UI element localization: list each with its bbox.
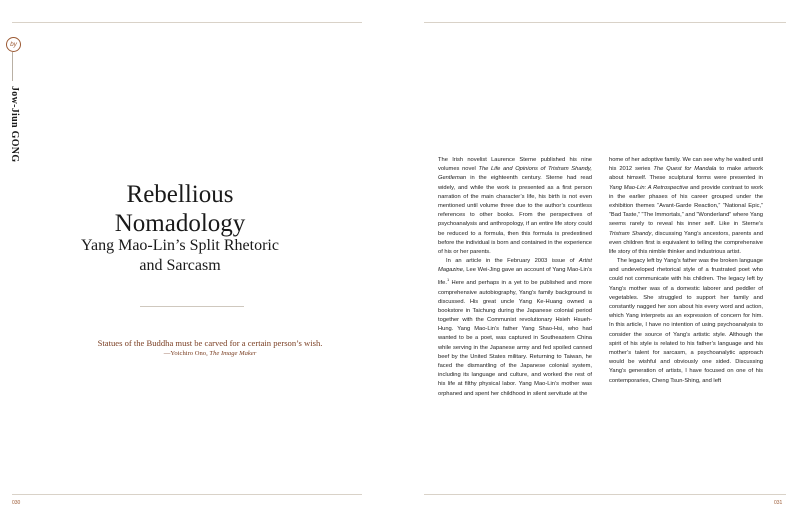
paragraph: The legacy left by Yang’s father was the broken language and undeveloped rhetorical style of a frustrated poet who could not communicate with his children. The legacy left by Yang’s mother was of a domestic laborer and peddler of vegetables. She struggled to support her family and constantly nagged her son about his every word and action, which Yang interprets as an expression of concern for him. In this article, I have no intention of using psychoanalysis to consider the source of Yang’s artistic style. Although the spirit of his style is related to his father’s language and his mother’s talent for sarcasm, a psychoanalytic approach would be wishful and obviously one sided. Discussing Yang’s generation of artists, I have focused on one of his contemporaries, Cheng Tsun-Shing, and left [609,258,763,384]
epigraph-attribution [60,350,360,357]
text-run: In an article in the February 2003 issue of [446,258,579,265]
bottom-rule-left [12,494,362,495]
bottom-rule-right [424,494,786,495]
exhibition-title: Yang Mao-Lin: A Retrospective [609,184,689,191]
text-run: , discussing Yang’s ancestors, parents and even children first is equivalent to telling the comprehensive life story of this nimble thinker and industrious artist. [609,230,763,255]
series-title: The Quest for Mandala [653,166,717,173]
attribution-work: The Image Maker [209,350,257,357]
paragraph [438,257,592,399]
title-line-2: Nomadology [114,210,246,237]
page-number-left: 030 [12,500,21,506]
body-column-2 [609,156,763,386]
article-title [60,180,300,238]
book-title: The Life and Opinions of Tristram Shandy, Gentleman [438,166,592,182]
article-subtitle [60,236,300,276]
byline-mark: by [6,37,21,52]
epigraph: Statues of the Buddha must be carved for a certain person’s wish. [97,338,323,348]
text-run: in the eighteenth century. Sterne had read widely, and while the work is presented as a first person narration of the main character’s life, his birth is not even mentioned until volume three due to the author’s countless references to other books. From the perspectives of psychoanalysis and anthropology, if an entire life story could be reduced to a formula, then this formula is predestined before the individual is born and contained in the experience of his or her parents. [438,175,592,255]
text-run: Here and perhaps in a yet to be published and more comprehensive autobiography, Yang’s family background is discussed. His great uncle Yang Ke-Huang owned a bookstore in Taichung during the Japanese colonial period together with the Communist revolutionary Hsieh Hsueh-Hung. Yang Mao-Lin’s father Yang Shao-Hsi, who had wanted to be a poet, was captured in Southeastern China while serving in the Japanese army and fed spoiled canned beef by the United States military. Returning to Taiwan, he faced the dismantling of the Japanese colonial system, including its language and culture, and worked the rest of his life at filthy physical labor. Yang Mao-Lin’s mother was orphaned and spent her childhood in silent servitude at the [438,280,592,397]
title-line-1: Rebellious [126,181,234,208]
paragraph [609,156,763,257]
title-divider [140,306,244,307]
book-title: Tristram Shandy [609,230,652,237]
text-run: home of her adoptive family. We can see why he waited until his 2012 series [609,157,763,173]
text-run: to make artwork about himself. These sculptural forms were presented in [609,166,764,182]
attribution-author: —Yoichiro Ono, [163,350,210,357]
subtitle-line-2: and Sarcasm [139,257,221,274]
body-column-1 [438,156,592,399]
paragraph [438,156,592,257]
author-name: Jow-Jiun GONG [9,86,20,163]
byline-connector [12,52,13,81]
subtitle-line-1: Yang Mao-Lin’s Split Rhetoric [81,237,279,254]
text-run: and provide contrast to work in the earlier phases of his career grouped under the exhibition themes “Avant-Garde Reaction,” “National Epic,” “Bad Taste,” “The Immortals,” and “Wonderland” where Yang seems rarely to reveal his inner self. Like in Sterne’s [609,184,763,228]
text-run: , Lee Wei-Jing gave an account of Yang Mao-Lin’s life. [438,267,592,287]
text-run: The Irish novelist Laurence Sterne published his nine volumes novel [438,157,592,173]
top-rule-left [12,22,362,23]
footnote-ref[interactable]: 1 [446,277,450,283]
magazine-title: Artist Magazine [438,258,592,274]
page-number-right: 031 [774,500,783,506]
top-rule-right [424,22,786,23]
